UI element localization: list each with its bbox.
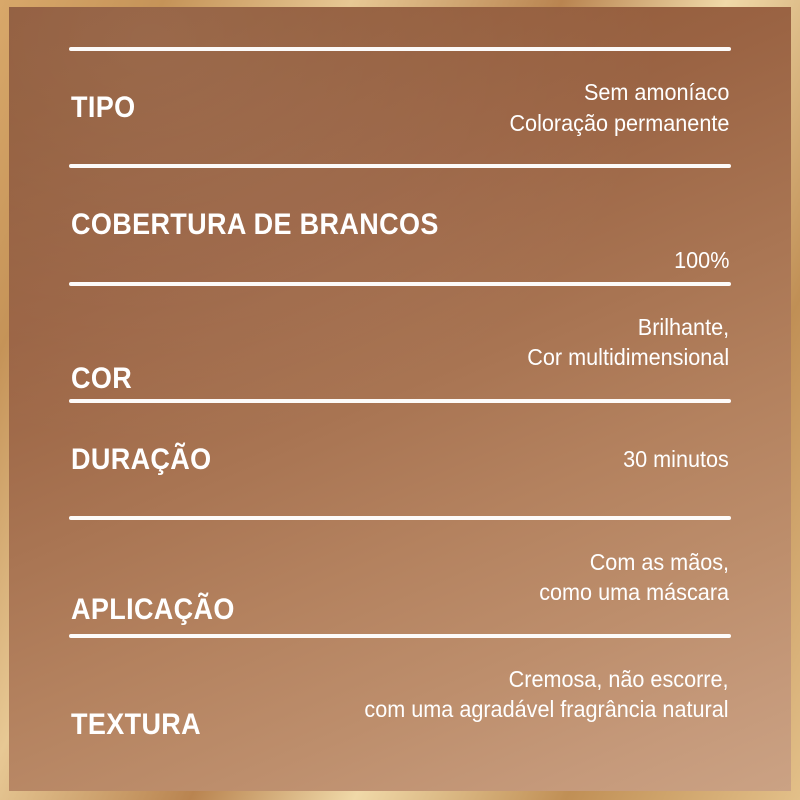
spec-row-tipo <box>69 51 731 164</box>
spec-row-cor <box>69 286 731 399</box>
spec-label-cobertura-de-brancos: COBERTURA DE BRANCOS <box>71 208 439 242</box>
spec-label-aplicacao: APLICAÇÃO <box>71 593 235 627</box>
spec-value-line: 100% <box>673 247 729 274</box>
spec-label-textura: TEXTURA <box>71 708 202 742</box>
spec-label-duracao: DURAÇÃO <box>71 442 212 476</box>
divider-4 <box>69 516 731 520</box>
spec-row-duracao <box>69 403 731 516</box>
spec-value-tipo <box>191 77 729 138</box>
divider-1 <box>69 164 731 168</box>
divider-3 <box>69 399 731 403</box>
spec-value-cor <box>187 312 729 373</box>
spec-table <box>69 47 731 751</box>
spec-value-line: como uma máscara <box>539 578 729 605</box>
spec-value-textura <box>259 664 729 725</box>
divider-2 <box>69 282 731 286</box>
spec-value-line: Com as mãos, <box>589 548 729 575</box>
spec-value-duracao <box>270 444 729 474</box>
spec-row-cobertura-de-brancos <box>69 168 731 281</box>
spec-value-line: Coloração permanente <box>509 109 729 136</box>
spec-value-line: Brilhante, <box>637 313 729 340</box>
divider-5 <box>69 634 731 638</box>
spec-value-aplicacao <box>295 547 729 608</box>
spec-label-tipo: TIPO <box>71 90 136 124</box>
spec-value-cobertura-de-brancos <box>508 245 729 279</box>
spec-value-line: 30 minutos <box>623 446 729 473</box>
spec-row-aplicacao <box>69 520 731 633</box>
spec-value-line: Cremosa, não escorre, <box>509 665 729 692</box>
spec-card <box>9 7 791 791</box>
spec-row-textura <box>69 638 731 751</box>
divider-top <box>69 47 731 51</box>
spec-value-line: Cor multidimensional <box>527 344 729 371</box>
spec-value-line: Sem amoníaco <box>583 79 729 106</box>
spec-value-line: com uma agradável fragrância natural <box>364 696 729 723</box>
spec-label-cor: COR <box>71 362 133 396</box>
